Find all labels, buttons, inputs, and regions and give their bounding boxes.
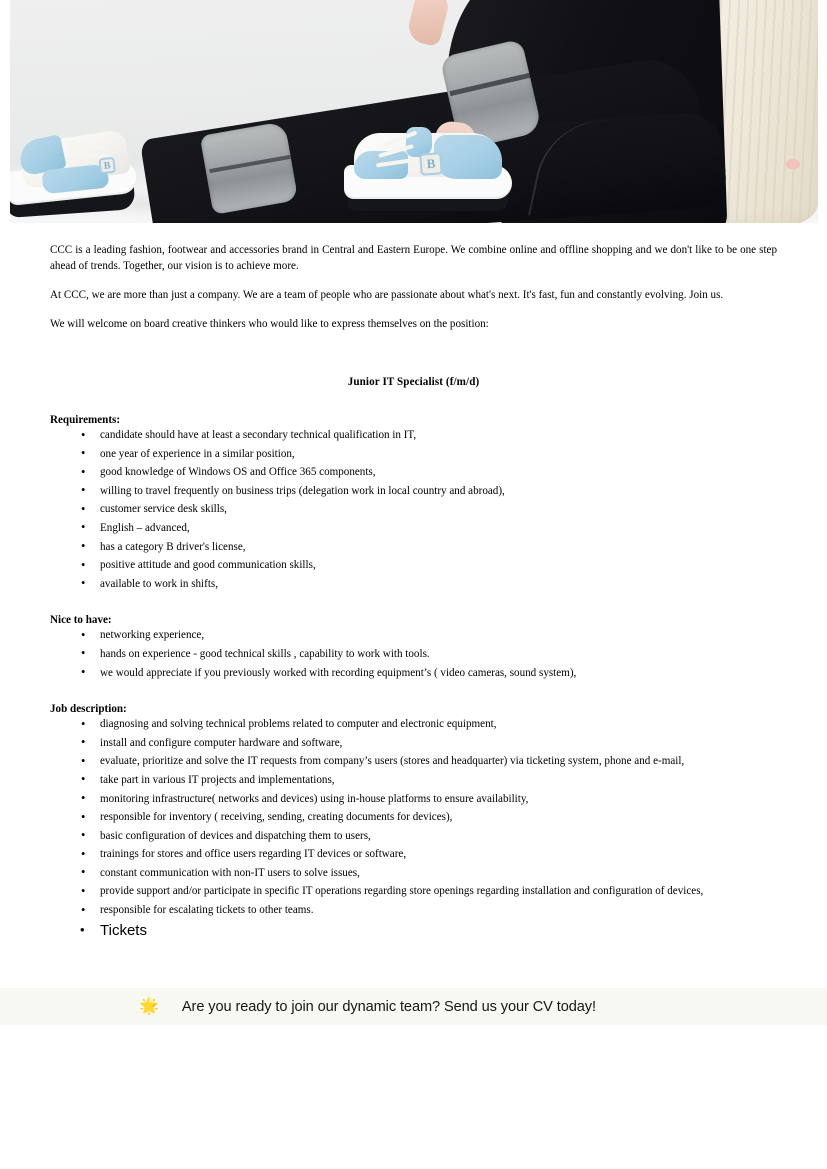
list-item: • willing to travel frequently on business trips (delegation work in local country and abroad), <box>100 482 781 501</box>
bare-toe <box>786 159 800 169</box>
intro-paragraph-3: We will welcome on board creative thinkers who would like to express themselves on the position: <box>50 318 489 330</box>
section-heading-requirements: Requirements: <box>50 414 121 426</box>
intro-paragraph-1: CCC is a leading fashion, footwear and accessories brand in Central and Eastern Europe. We combine online and offline shopping and we don't like to be one step ahead of trends. Together, our vision is to achieve more. <box>50 244 777 272</box>
list-item: • take part in various IT projects and implementations, <box>100 771 781 790</box>
call-to-action-text: Are you ready to join our dynamic team? Send us your CV today! <box>181 998 596 1015</box>
sneaker-left-logo-patch: B <box>98 157 116 175</box>
list-item: • one year of experience in a similar position, <box>100 445 781 464</box>
sneaker-right <box>338 121 523 217</box>
hand <box>405 0 451 47</box>
list-item: • install and configure computer hardware and software, <box>100 734 781 753</box>
list-item: • diagnosing and solving technical problems related to computer and electronic equipment, <box>100 715 781 734</box>
sneaker-left <box>10 122 168 223</box>
list-item: • good knowledge of Windows OS and Office 365 components, <box>100 463 781 482</box>
list-item: • networking experience, <box>100 626 781 645</box>
list-item: • candidate should have at least a secondary technical qualification in IT, <box>100 426 781 445</box>
list-item: • customer service desk skills, <box>100 500 781 519</box>
list-item: • positive attitude and good communication skills, <box>100 556 781 575</box>
list-item: • we would appreciate if you previously worked with recording equipment’s ( video cameras, sound system), <box>100 664 781 683</box>
list-item: • constant communication with non-IT users to solve issues, <box>100 864 781 883</box>
star-icon: 🌟 <box>139 997 159 1015</box>
job-posting-body <box>0 223 827 942</box>
list-item: • has a category B driver's license, <box>100 538 781 557</box>
job-description-list <box>0 715 827 942</box>
hero-studio-backdrop <box>10 0 818 223</box>
list-item: • evaluate, prioritize and solve the IT requests from company’s users (stores and headquarter) via ticketing system, phone and e-mail, <box>100 752 781 771</box>
list-item-tickets: • Tickets <box>100 920 781 942</box>
list-item: • provide support and/or participate in specific IT operations regarding store openings regarding installation and configuration of devices, <box>100 882 781 901</box>
list-item: • trainings for stores and office users regarding IT devices or software, <box>100 845 781 864</box>
requirements-list <box>0 426 827 593</box>
call-to-action-banner <box>0 988 827 1025</box>
section-heading-job-description: Job description: <box>50 703 127 716</box>
list-item: • English – advanced, <box>100 519 781 538</box>
section-heading-nice-to-have: Nice to have: <box>50 614 112 627</box>
list-item: • basic configuration of devices and dispatching them to users, <box>100 827 781 846</box>
intro-paragraph-2: At CCC, we are more than just a company. We are a team of people who are passionate about what's next. It's fast, fun and constantly evolving. Join us. <box>50 289 724 301</box>
sneaker-right-blue-quarter <box>434 135 502 179</box>
job-title: Junior IT Specialist (f/m/d) <box>347 376 480 388</box>
list-item: • responsible for inventory ( receiving, sending, creating documents for devices), <box>100 808 781 827</box>
list-item: • hands on experience - good technical skills , capability to work with tools. <box>100 645 781 664</box>
list-item: • available to work in shifts, <box>100 575 781 594</box>
nice-to-have-list <box>0 626 827 682</box>
list-item: • responsible for escalating tickets to other teams. <box>100 901 781 920</box>
list-item: • monitoring infrastructure( networks and devices) using in-house platforms to ensure availability, <box>100 790 781 809</box>
sneaker-right-logo-patch: B <box>419 152 442 175</box>
hero-photo <box>10 0 818 223</box>
